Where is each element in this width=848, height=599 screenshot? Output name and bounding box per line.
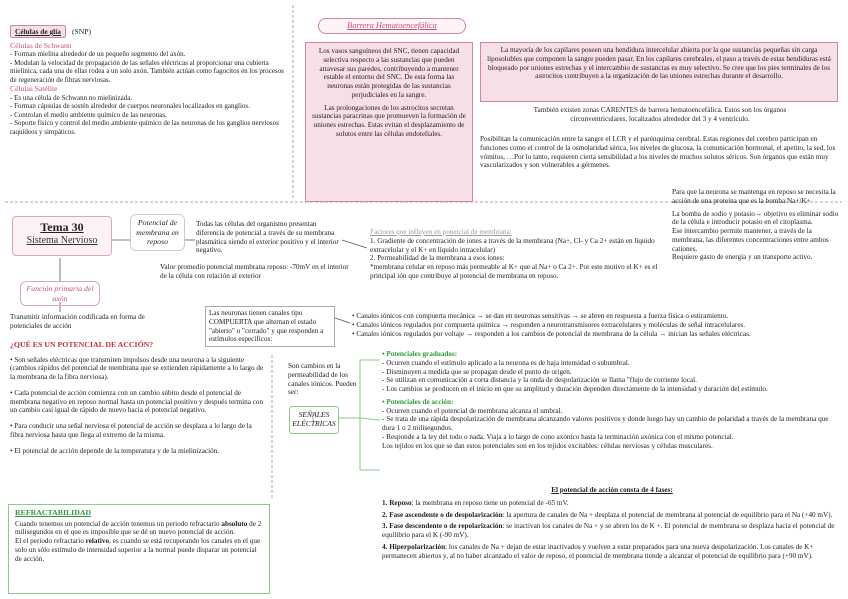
barrier-title-box xyxy=(318,18,466,34)
barrier-title: Barrera Hematoencefálica xyxy=(347,21,437,30)
factores-title: Factores que influyen en potencial de membrana: xyxy=(370,228,512,236)
refractario-box xyxy=(8,504,270,594)
fases-title: El potencial de acción consta de 4 fases: xyxy=(551,486,673,494)
graduados-line-4: - Los cambios se producen en el inicio en que su amplitud y duración dependen directamente de la intensidad y duración del estímulo. xyxy=(382,385,768,394)
que-es-section xyxy=(10,340,265,456)
fase-2-label: 2. Fase ascendente o de despolarización xyxy=(382,510,503,519)
refractario-p2-bold: relativo xyxy=(85,537,110,546)
carentes-text: También existen zonas CARENTES de barrera hematoencefálica. Estos son los órganos circunventriculares, localizados alrededor del 3 y 4 ventrículo. xyxy=(533,106,787,123)
fase-3-label: 3. Fase descendente o de repolarización xyxy=(382,522,503,531)
graduados-line-2: - Disminuyen a medida que se propagan desde el punto de origen. xyxy=(382,367,572,376)
fase-2 xyxy=(382,511,842,520)
satellite-line-2: - Forman cápsulas de sostén alrededor de cuerpos neuronales localizados en ganglios. xyxy=(10,102,250,111)
satellite-title: Células Satélite xyxy=(10,84,58,94)
senales-intro: Son cambios en la permeabilidad de los canales iónicos. Pueden ser: xyxy=(288,362,357,397)
potencial-reposo-box: Potencial de membrana en reposo xyxy=(130,214,185,251)
satellite-line-4: - Soporte físico y control del medio ambiente químico de las neuronas de los ganglios nerviosos raquídeos y simpáticos. xyxy=(10,119,279,136)
canales-item-3: • Canales iónicos regulados por voltaje → responden a los cambios de potencial de membrana de la célula → inician las señales eléctricas. xyxy=(352,329,751,338)
canales-item-1: • Canales iónicos con compuerta mecánica → se dan en neuronas sensitivas → se abren en respuesta a fuerza física o estiramiento. xyxy=(352,312,729,320)
graduados-line-1: - Ocurren cuando el estímulo aplicado a la neurona es de baja intensidad o subumbral. xyxy=(382,358,630,367)
fase-1-text: : la membrana en reposo tiene un potencial de -65 mV. xyxy=(411,498,569,507)
reposo-text: Todas las células del organismo presentan diferencia de potencial a través de su membrana plasmática siendo el exterior positivo y el interior negativo. xyxy=(196,220,339,255)
senales-section xyxy=(382,350,842,451)
bomba-p2: La bomba de sodio y potasio→ objetivo es eliminar sodio de la célula e introducir potasio en el citoplasma. xyxy=(672,209,839,227)
refractario-title: REFRACTABILIDAD xyxy=(15,508,92,517)
refractario-p1-pre: Cuando tenemos un potencial de acción tenemos un periodo refractario xyxy=(15,519,222,528)
barrier-right-text: La mayoría de los capilares poseen una hendidura intercelular abierta por la que sustancias pequeñas sin carga liposolubles que componen la sangre pueden pasar. En los capilares cerebrales, el paso a través de estas hendiduras está bloqueado por uniones estrechas y el intercambio de sustancias es muy selectivo. Se cree que los pies terminales de los astrocitos contribuyen a la organización de las uniones estrechas durante el desarrollo. xyxy=(487,46,831,81)
tejidos-text: Los tejidos en los que se dan estos potenciales son en los tejidos excitables: células nerviosas y células musculares. xyxy=(382,441,713,450)
satellite-line-1: - Es una célula de Schwann no mielinizada. xyxy=(10,93,133,102)
funcion-primaria-box: Función primaria del axón xyxy=(20,281,100,306)
barrier-left-p2: Las prolongaciones de los astrocitos secretan sustancias paracrinas que promueven la formación de uniones estrechas. Estas evitan el desplazamiento de solutos entre las células endoteliales. xyxy=(312,103,466,139)
factores-line-1: 1. Gradiente de concentración de iones a través de la membrana (Na+, Cl- y Ca 2+ están en líquido extracelular y el K+ en líquido intracelular) xyxy=(370,236,655,254)
que-es-item-4: • El potencial de acción depende de la temperatura y de la mielinización. xyxy=(10,446,220,455)
tema-subtitle: Sistema Nervioso xyxy=(26,234,98,246)
refractario-p2-pre: El el periodo refractario xyxy=(15,537,86,546)
barrier-left-box xyxy=(305,42,473,202)
graduados-line-3: - Se utilizan en comunicación a corta distancia y la onda de despolarización se llama "flujo de corriente local. xyxy=(382,376,697,385)
glia-section xyxy=(10,25,290,136)
factores-line-3: *membrana celular en reposo más permeable al K+ que al Na+ o Ca 2+. Por este motivo el K+ es el principal ión que contribuye al potencial de membrana en reposo. xyxy=(370,263,658,280)
accion-title: • Potenciales de acción: xyxy=(382,397,454,406)
barrier-left-p1: Los vasos sanguíneos del SNC, tienen capacidad selectiva respecto a las sustancias que pueden atravesar sus paredes, contribuyendo a mantener estable el entorno del SNC. De esta forma las neuronas están protegidas de las sustancias perjudiciales en la sangre. xyxy=(318,47,460,99)
fase-3-text: : se inactivan los canales de Na + y se abren los de K +. El potencial de membrana se desplaza hacia el potencial de equilibrio para el K (-90 mV). xyxy=(382,522,835,540)
glia-title: Células de glía xyxy=(10,25,66,38)
tema-box xyxy=(12,216,112,256)
fase-4-text: : los canales de Na + dejan de estar inactivados y vuelven a estar preparados para una nueva despolarización. Los canales de K+ permanecen abiertos y, al no haber alcanzado el valor de reposo, el potencial de membrana tiende a alcanzar el potencial de equilibrio para (+90 mV). xyxy=(382,542,814,560)
bomba-p3: Ese intercambio permite mantener, a través de la membrana, las diferentes concentraciones entre ambos cationes. xyxy=(672,227,829,253)
fases-section xyxy=(382,486,842,560)
que-es-title: ¿QUÉ ES UN POTENCIAL DE ACCIÓN? xyxy=(10,340,154,349)
refractario-p2-post: , es cuando se está recuperando los canales en el que solo un sólo estímulo de intensidad superior a la normal puede disparar un potencial de acción. xyxy=(15,537,261,563)
schwann-line-2: - Modulan la velocidad de propagación de las señales eléctricas al proporcionar una cubierta mielínica, cada una de ellas rodea a un solo axón. También actúan como fagocitos en los procesos de regeneración de fibras nerviosas. xyxy=(10,58,284,84)
accion-line-2: - Se trata de una rápida despolarización de membrana alcanzando valores positivos y donde luego hay un cambio de polaridad a través de la membrana que dura 1 o 2 milisegundos. xyxy=(382,415,829,433)
que-es-item-2: • Cada potencial de acción comienza con un cambio súbito desde el potencial de membrana negativo en reposo normal hasta un potencial positivo y después termina con un cambio casi igual de rápido de nuevo hacia el potencial negativo. xyxy=(10,388,264,415)
senales-label: SEÑALES ELÉCTRICAS xyxy=(289,406,339,434)
canales-item-2: • Canales iónicos regulados por compuerta química → responden a neurotransmisores extracelulares y moléculas de señal intracelulares. xyxy=(352,320,746,329)
que-es-item-3: • Para conducir una señal nerviosa el potencial de acción se desplaza a lo largo de la fibra nerviosa hasta que llega al extremo de la misma. xyxy=(10,422,252,439)
graduados-title: • Potenciales graduados: xyxy=(382,350,458,358)
fase-3 xyxy=(382,522,842,540)
factores-section xyxy=(370,228,670,281)
que-es-item-1: • Son señales eléctricas que transmiten impulsos desde una neurona a la siguiente (cambios rápidos del potencial de membrana que se extienden rápidamente a lo largo de la membrana de la fibra nerviosa). xyxy=(10,355,264,382)
schwann-title: Células de Schwann xyxy=(10,41,72,51)
posibilitan-text: Posibilitan la comunicación entre la sangre el LCR y el parénquima cerebral. Estas regiones del cerebro participan en funciones como el control de la osmolaridad sérica, los niveles de glucosa, la comunicación hormonal, el apetito, la sed, los vómitos, …Por lo tanto, requieren cierta sensibilidad a los niveles de muchos solutos séricos. Son órganos que están muy vascularizados y son vulnerables a gérmenes. xyxy=(480,135,836,170)
satellite-line-3: - Controlan el medio ambiente químico de las neuronas. xyxy=(10,110,167,119)
fase-2-text: : la apertura de canales de Na + desplaza el potencial de membrana al potencial de equilibrio para el Na (+40 mV). xyxy=(502,510,833,519)
fase-1 xyxy=(382,499,842,508)
fase-4 xyxy=(382,543,842,561)
accion-line-3: - Responde a la ley del todo o nada. Viaja a lo largo de cono axónico hasta la terminación axónica con el mismo potencial. xyxy=(382,433,734,442)
barrier-right-box xyxy=(480,42,838,102)
fase-1-label: 1. Reposo xyxy=(382,498,412,507)
bomba-p4: Requiere gasto de energía y un transporte activo. xyxy=(672,253,813,262)
factores-line-2: 2. Permeabilidad de la membrana a esos iones: xyxy=(370,254,505,263)
canales-intro-box: Las neuronas tienen canales tipo COMPUERTA que alternan el estado "abierto" o "cerrado" y que responden a estímulos específicos: xyxy=(205,306,335,347)
bomba-section xyxy=(672,188,842,262)
accion-line-1: - Ocurren cuando el potencial de membrana alcanza el umbral. xyxy=(382,406,563,415)
schwann-line-1: - Forman mielina alrededor de un pequeño segmento del axón. xyxy=(10,50,186,59)
bomba-p1: Para que la neurona se mantenga en reposo se necesita la acción de una proteína que es la bomba Na+/K+ xyxy=(672,188,836,205)
transmitir-text: Transmitir información codificada en forma de potenciales de acción xyxy=(10,313,145,330)
glia-snp: (SNP) xyxy=(72,26,91,36)
tema-title: Tema 30 xyxy=(40,220,84,234)
refractario-p1-bold: absoluto xyxy=(221,519,248,528)
fase-4-label: 4. Hiperpolarización xyxy=(382,542,446,551)
canales-list xyxy=(352,312,842,338)
valor-reposo-text: Valor promedio potencial membrana reposo: -70mV en el interior de la célula con relación al exterior xyxy=(160,263,349,280)
refractario-p1-post: de 2 milisegundos en el que es imposible que se dé un nuevo potencial de acción. xyxy=(15,519,262,537)
